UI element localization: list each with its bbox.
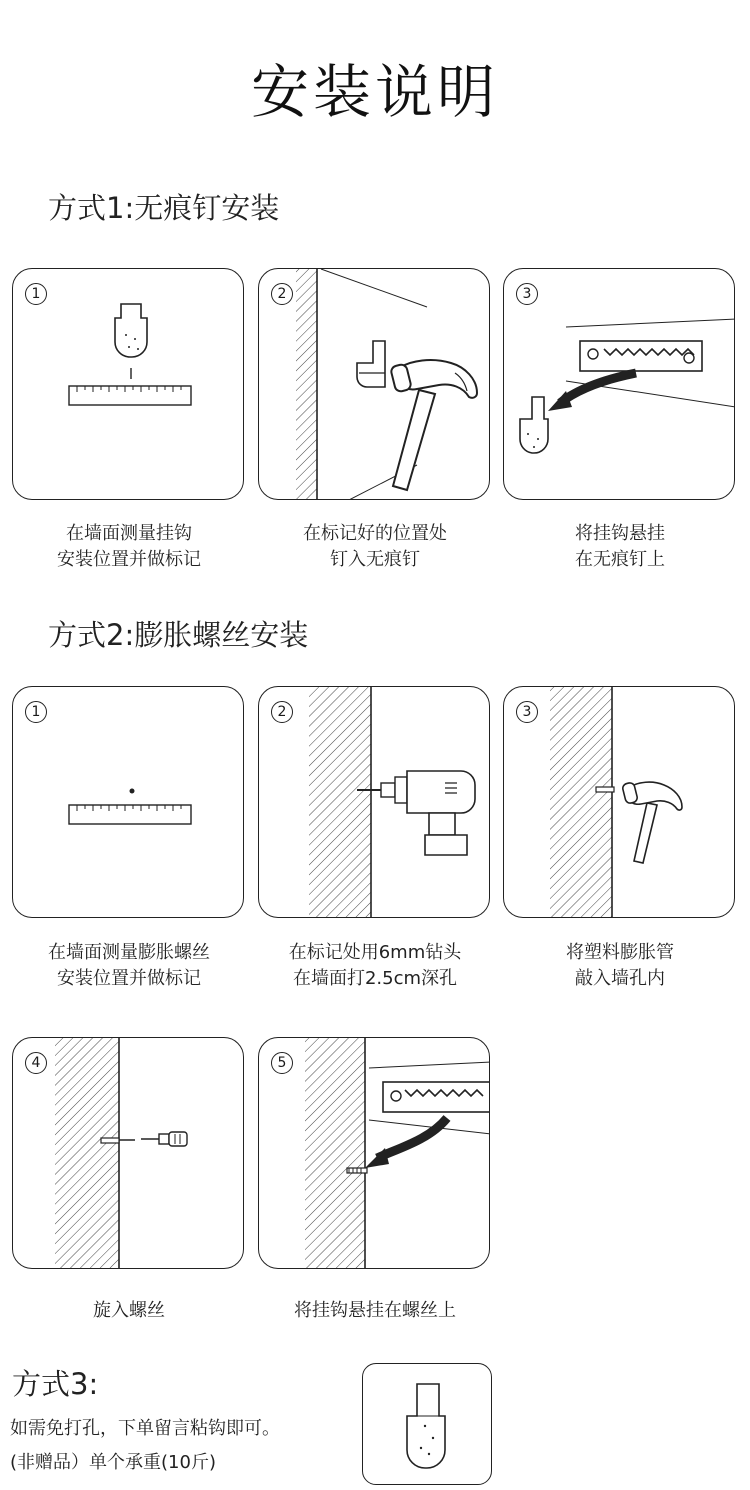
method3-note-line1: 如需免打孔，下单留言粘钩即可。 [10, 1418, 280, 1439]
step-number: 4 [25, 1052, 47, 1074]
m1-step2-card [258, 268, 490, 500]
method2-heading: 方式2:膨胀螺丝安装 [48, 618, 309, 652]
hammer-icon [390, 360, 477, 490]
bracket-icon [383, 1082, 490, 1112]
method3-heading: 方式3: [12, 1367, 99, 1401]
method3-note-line2: (非赠品）单个承重(10斤) [10, 1452, 216, 1473]
arrow-icon [365, 1118, 447, 1168]
arrow-icon [548, 373, 636, 411]
step-number: 2 [271, 283, 293, 305]
hook-icon [520, 397, 548, 453]
hook-icon [357, 341, 385, 387]
m1-step1-caption: 在墙面测量挂钩 安装位置并做标记 [57, 523, 201, 570]
m2-step5-card [258, 1037, 490, 1269]
m2-step4-illustration [13, 1038, 244, 1269]
step-number: 5 [271, 1052, 293, 1074]
drill-icon [357, 771, 475, 855]
m1-step3-illustration [504, 269, 735, 500]
hook-icon [407, 1384, 445, 1468]
m1-step2-illustration [259, 269, 490, 500]
m2-step3-illustration [504, 687, 735, 918]
step-number: 2 [271, 701, 293, 723]
ruler-icon [69, 805, 191, 824]
ruler-icon [69, 386, 191, 405]
m2-step3-caption: 将塑料膨胀管 敲入墙孔内 [566, 942, 674, 989]
m2-step2-caption: 在标记处用6mm钻头 在墙面打2.5cm深孔 [288, 942, 462, 989]
screwdriver-icon [141, 1132, 187, 1146]
m2-step1-card [12, 686, 244, 918]
m1-step1-card [12, 268, 244, 500]
m3-illustration [363, 1364, 492, 1485]
step-number: 3 [516, 701, 538, 723]
m2-step5-illustration [259, 1038, 490, 1269]
m1-step2-caption: 在标记好的位置处 钉入无痕钉 [303, 523, 447, 570]
m1-step3-card [503, 268, 735, 500]
m1-step1-illustration [13, 269, 244, 500]
hammer-icon [622, 782, 682, 863]
m3-card [362, 1363, 492, 1485]
m2-step3-card [503, 686, 735, 918]
m2-step4-caption: 旋入螺丝 [93, 1300, 165, 1321]
m2-step1-illustration [13, 687, 244, 918]
bracket-icon [580, 341, 702, 371]
m2-step2-card [258, 686, 490, 918]
m2-step1-caption: 在墙面测量膨胀螺丝 安装位置并做标记 [48, 942, 210, 989]
method1-heading: 方式1:无痕钉安装 [48, 191, 280, 225]
m2-step2-illustration [259, 687, 490, 918]
m1-step3-caption: 将挂钩悬挂 在无痕钉上 [575, 523, 665, 570]
step-number: 1 [25, 283, 47, 305]
page-title: 安装说明 [250, 58, 499, 126]
hook-icon [115, 304, 147, 357]
step-number: 1 [25, 701, 47, 723]
m2-step4-card [12, 1037, 244, 1269]
m2-step5-caption: 将挂钩悬挂在螺丝上 [294, 1300, 456, 1321]
step-number: 3 [516, 283, 538, 305]
